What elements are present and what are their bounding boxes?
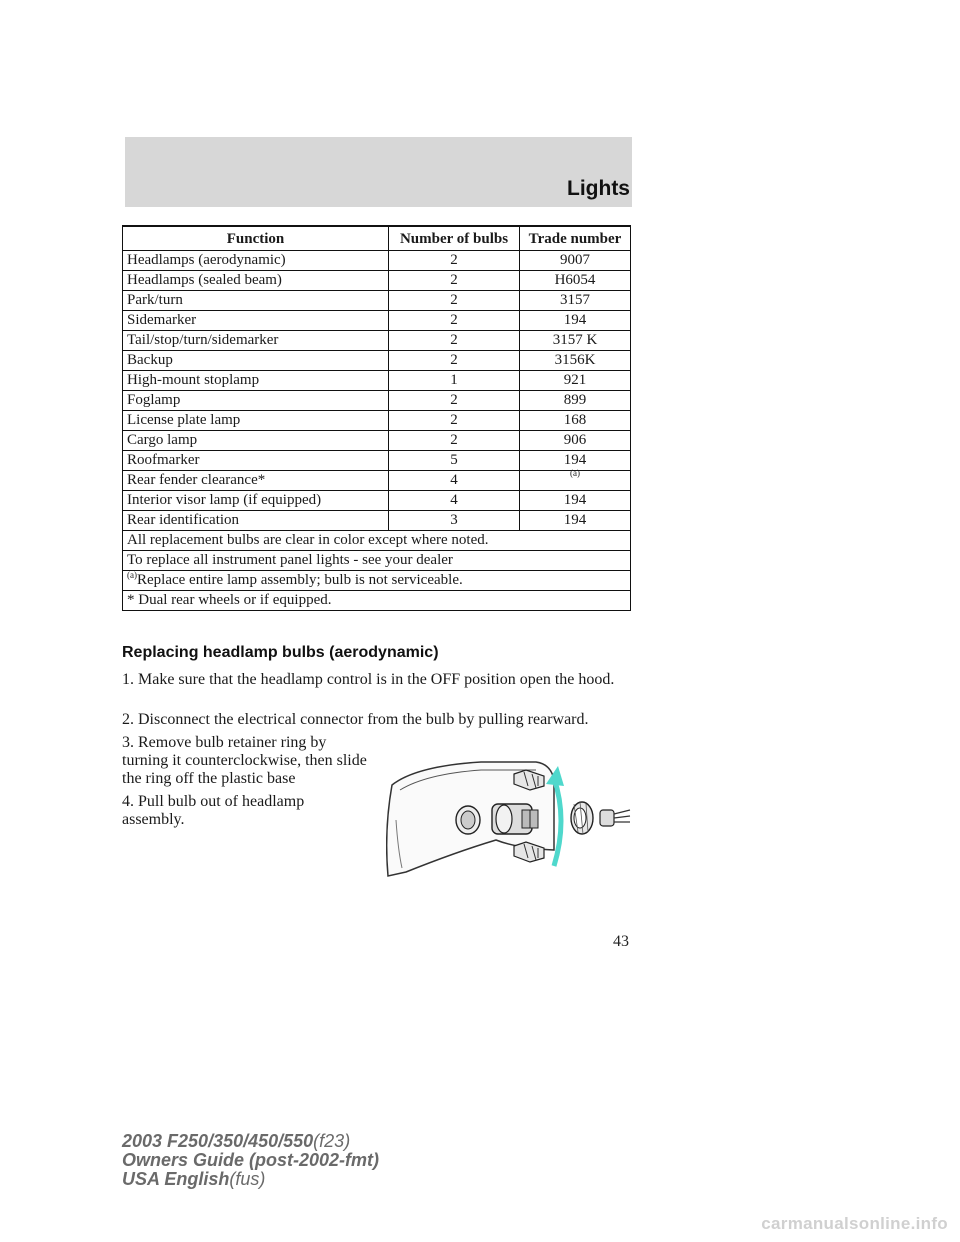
- column-header-function: Function: [123, 226, 389, 251]
- table-row: [123, 471, 631, 491]
- table-row: [123, 491, 631, 511]
- table-row: [123, 411, 631, 431]
- table-row: [123, 331, 631, 351]
- table-header-row: [123, 226, 631, 251]
- cell-function: Interior visor lamp (if equipped): [123, 491, 389, 511]
- footer-language-code: (fus): [229, 1169, 266, 1189]
- cell-trade-number: 899: [520, 391, 631, 411]
- cell-bulb-count: 2: [389, 331, 520, 351]
- column-header-number-of-bulbs: Number of bulbs: [389, 226, 520, 251]
- cell-function: Headlamps (sealed beam): [123, 271, 389, 291]
- footer-model: 2003 F250/350/450/550: [122, 1131, 314, 1151]
- cell-trade-number: 194: [520, 511, 631, 531]
- cell-function: Roofmarker: [123, 451, 389, 471]
- table-row: [123, 311, 631, 331]
- cell-bulb-count: 5: [389, 451, 520, 471]
- document-footer: [122, 1132, 379, 1189]
- table-note: All replacement bulbs are clear in color except where noted.: [123, 531, 631, 551]
- step-3: 3. Remove bulb retainer ring by turning it counterclockwise, then slide the ring off the plastic base: [122, 734, 367, 787]
- cell-trade-number: 194: [520, 311, 631, 331]
- cell-bulb-count: 2: [389, 351, 520, 371]
- section-title: Lights: [567, 177, 630, 200]
- cell-function: Cargo lamp: [123, 431, 389, 451]
- bulb-table: [122, 225, 631, 611]
- table-row: [123, 371, 631, 391]
- table-row: [123, 431, 631, 451]
- footnote-marker: (a): [570, 468, 580, 478]
- cell-bulb-count: 2: [389, 271, 520, 291]
- table-row: [123, 451, 631, 471]
- watermark-link[interactable]: carmanualsonline.info: [761, 1214, 948, 1233]
- cell-function: Headlamps (aerodynamic): [123, 251, 389, 271]
- cell-function: High-mount stoplamp: [123, 371, 389, 391]
- table-note-footnote-a: [123, 571, 631, 591]
- cell-bulb-count: 1: [389, 371, 520, 391]
- cell-function: Backup: [123, 351, 389, 371]
- table-note-row: [123, 571, 631, 591]
- cell-function: Rear identification: [123, 511, 389, 531]
- cell-function: Rear fender clearance*: [123, 471, 389, 491]
- section-heading: Replacing headlamp bulbs (aerodynamic): [122, 644, 439, 661]
- cell-bulb-count: 2: [389, 431, 520, 451]
- cell-trade-number: H6054: [520, 271, 631, 291]
- cell-trade-number: 194: [520, 491, 631, 511]
- cell-trade-number: 3157 K: [520, 331, 631, 351]
- page-number: 43: [613, 933, 629, 950]
- footer-guide-title: Owners Guide (post-2002-fmt): [122, 1150, 380, 1170]
- footnote-text: Replace entire lamp assembly; bulb is not serviceable.: [137, 572, 463, 588]
- table-row: [123, 351, 631, 371]
- table-note: * Dual rear wheels or if equipped.: [123, 591, 631, 611]
- cell-trade-number: 168: [520, 411, 631, 431]
- cell-function: Tail/stop/turn/sidemarker: [123, 331, 389, 351]
- column-header-trade-number: Trade number: [520, 226, 631, 251]
- headlamp-bulb-illustration: [386, 760, 632, 880]
- cell-function: Sidemarker: [123, 311, 389, 331]
- table-note-row: [123, 591, 631, 611]
- table-note-row: [123, 551, 631, 571]
- cell-trade-number: 194: [520, 451, 631, 471]
- cell-trade-number: 906: [520, 431, 631, 451]
- table-row: [123, 251, 631, 271]
- step-2: 2. Disconnect the electrical connector from the bulb by pulling rearward.: [122, 711, 589, 728]
- cell-trade-number: 3157: [520, 291, 631, 311]
- cell-bulb-count: 2: [389, 391, 520, 411]
- cell-bulb-count: 4: [389, 491, 520, 511]
- cell-function: Foglamp: [123, 391, 389, 411]
- cell-function: License plate lamp: [123, 411, 389, 431]
- cell-bulb-count: 4: [389, 471, 520, 491]
- table-note-row: [123, 531, 631, 551]
- table-row: [123, 291, 631, 311]
- table-row: [123, 391, 631, 411]
- footnote-marker: (a): [127, 570, 137, 580]
- cell-bulb-count: 2: [389, 411, 520, 431]
- cell-bulb-count: 2: [389, 311, 520, 331]
- cell-trade-number: 9007: [520, 251, 631, 271]
- cell-trade-number: 3156K: [520, 351, 631, 371]
- cell-trade-number: 921: [520, 371, 631, 391]
- cell-bulb-count: 2: [389, 251, 520, 271]
- table-row: [123, 511, 631, 531]
- section-header-band: [125, 137, 632, 207]
- cell-bulb-count: 3: [389, 511, 520, 531]
- footer-model-code: (f23): [313, 1131, 351, 1151]
- step-4: 4. Pull bulb out of headlamp assembly.: [122, 793, 305, 828]
- cell-bulb-count: 2: [389, 291, 520, 311]
- table-note: To replace all instrument panel lights - see your dealer: [123, 551, 631, 571]
- table-row: [123, 271, 631, 291]
- footer-language: USA English: [122, 1169, 230, 1189]
- step-1: 1. Make sure that the headlamp control is in the OFF position open the hood.: [122, 671, 615, 688]
- cell-function: Park/turn: [123, 291, 389, 311]
- cell-trade-number: [520, 468, 631, 491]
